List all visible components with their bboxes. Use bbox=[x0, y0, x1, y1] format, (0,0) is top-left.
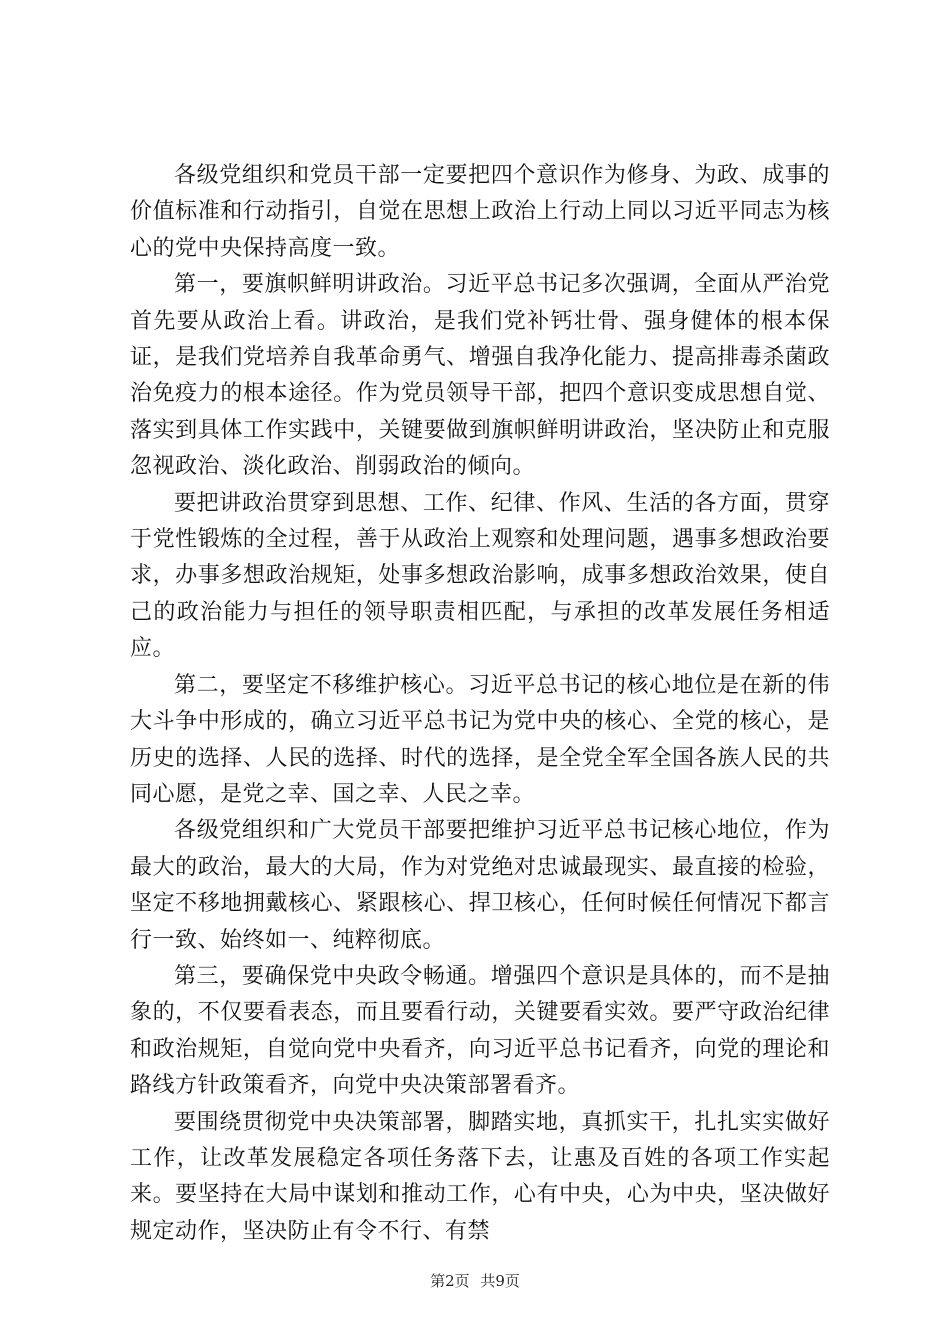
paragraph: 各级党组织和广大党员干部要把维护习近平总书记核心地位，作为最大的政治，最大的大局，作为对党绝对忠诚最现实、最直接的检验，坚定不移地拥戴核心、紧跟核心、捍卫核心，任何时候任何情况下都言行一致、始终如一、纯粹彻底。 bbox=[130, 818, 830, 953]
paragraph: 各级党组织和党员干部一定要把四个意识作为修身、为政、成事的价值标准和行动指引，自觉在思想上政治上行动上同以习近平同志为核心的党中央保持高度一致。 bbox=[130, 163, 830, 261]
paragraph: 第三，要确保党中央政令畅通。增强四个意识是具体的，而不是抽象的，不仅要看表态，而且要看行动，关键要看实效。要严守政治纪律和政治规矩，自觉向党中央看齐，向习近平总书记看齐，向党的理论和路线方针政策看齐，向党中央决策部署看齐。 bbox=[130, 963, 830, 1099]
paragraph: 要把讲政治贯穿到思想、工作、纪律、作风、生活的各方面，贯穿于党性锻炼的全过程，善于从政治上观察和处理问题，遇事多想政治要求，办事多想政治规矩，处事多想政治影响，成事多想政治效果，使自己的政治能力与担任的领导职责相匹配，与承担的改革发展任务相适应。 bbox=[130, 490, 830, 662]
document-body bbox=[130, 158, 830, 1250]
page-footer bbox=[0, 1271, 950, 1291]
page-total: 共9页 bbox=[480, 1272, 520, 1290]
page-number: 第2页 bbox=[430, 1272, 470, 1290]
paragraph: 第二，要坚定不移维护核心。习近平总书记的核心地位是在新的伟大斗争中形成的，确立习近平总书记为党中央的核心、全党的核心，是历史的选择、人民的选择、时代的选择，是全党全军全国各族人民的共同心愿，是党之幸、国之幸、人民之幸。 bbox=[130, 672, 830, 807]
paragraph: 第一，要旗帜鲜明讲政治。习近平总书记多次强调，全面从严治党首先要从政治上看。讲政治，是我们党补钙壮骨、强身健体的根本保证，是我们党培养自我革命勇气、增强自我净化能力、提高排毒杀菌政治免疫力的根本途径。作为党员领导干部，把四个意识变成思想自觉、落实到具体工作实践中，关键要做到旗帜鲜明讲政治，坚决防止和克服忽视政治、淡化政治、削弱政治的倾向。 bbox=[130, 272, 830, 480]
paragraph: 要围绕贯彻党中央决策部署，脚踏实地，真抓实干，扎扎实实做好工作，让改革发展稳定各项任务落下去，让惠及百姓的各项工作实起来。要坚持在大局中谋划和推动工作，心有中央，心为中央，坚决做好规定动作，坚决防止有令不行、有禁 bbox=[130, 1109, 830, 1244]
